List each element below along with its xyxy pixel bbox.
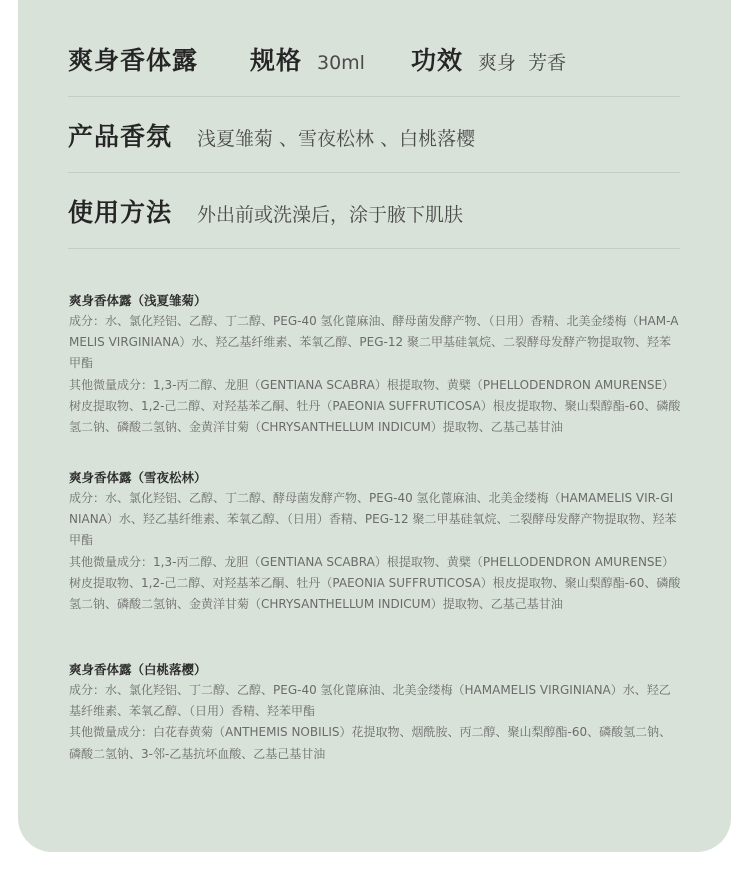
spec-row <box>68 44 680 97</box>
scent-row <box>68 120 680 173</box>
ingredients-main: 成分：水、氯化羟铝、乙醇、丁二醇、酵母菌发酵产物、PEG-40 氢化蓖麻油、北美金缕梅（HAMAMELIS VIR-GINIANA）水、羟乙基纤维素、苯氧乙醇、（日用）香精、PEG-12 聚二甲基硅氧烷、二裂酵母发酵产物提取物、羟苯甲酯 <box>69 491 677 548</box>
ingredients-section-daisy <box>69 290 681 438</box>
spec-value: 30ml <box>317 52 365 74</box>
ingredients-title: 爽身香体露（浅夏雏菊） <box>69 293 207 308</box>
usage-label: 使用方法 <box>68 198 173 227</box>
ingredients-section-peach <box>69 659 681 765</box>
ingredients-main: 成分：水、氯化羟铝、丁二醇、乙醇、PEG-40 氢化蓖麻油、北美金缕梅（HAMAMELIS VIRGINIANA）水、羟乙基纤维素、苯氧乙醇、（日用）香精、羟苯甲酯 <box>69 683 671 719</box>
usage-value: 外出前或洗澡后，涂于腋下肌肤 <box>197 204 464 226</box>
ingredients-title: 爽身香体露（雪夜松林） <box>69 470 207 485</box>
ingredients-minor: 其他微量成分：1,3-丙二醇、龙胆（GENTIANA SCABRA）根提取物、黄檗（PHELLODENDRON AMURENSE）树皮提取物、1,2-己二醇、对羟基苯乙酮、牡丹（PAEONIA SUFFRUTICOSA）根皮提取物、聚山梨醇酯-60、磷酸氢二钠、磷酸二氢钠、金黄洋甘菊（CHRYSANTHELLUM INDICUM）提取物、乙基己基甘油 <box>69 554 681 612</box>
ingredients-main: 成分：水、氯化羟铝、乙醇、丁二醇、PEG-40 氢化蓖麻油、酵母菌发酵产物、（日用）香精、北美金缕梅（HAM-AMELIS VIRGINIANA）水、羟乙基纤维素、苯氧乙醇、PEG-12 聚二甲基硅氧烷、二裂酵母发酵产物提取物、羟苯甲酯 <box>69 314 679 371</box>
scent-value: 浅夏雏菊 、雪夜松林 、白桃落樱 <box>197 128 476 150</box>
ingredients-minor: 其他微量成分：1,3-丙二醇、龙胆（GENTIANA SCABRA）根提取物、黄檗（PHELLODENDRON AMURENSE）树皮提取物、1,2-己二醇、对羟基苯乙酮、牡丹（PAEONIA SUFFRUTICOSA）根皮提取物、聚山梨醇酯-60、磷酸氢二钠、磷酸二氢钠、金黄洋甘菊（CHRYSANTHELLUM INDICUM）提取物、乙基己基甘油 <box>69 377 681 435</box>
effect-value: 爽身 芳香 <box>478 52 567 74</box>
ingredients-section-pine <box>69 467 681 615</box>
ingredients-minor: 其他微量成分：白花春黄菊（ANTHEMIS NOBILIS）花提取物、烟酰胺、丙二醇、聚山梨醇酯-60、磷酸氢二钠、磷酸二氢钠、3-邻-乙基抗坏血酸、乙基己基甘油 <box>69 725 672 761</box>
ingredients-title: 爽身香体露（白桃落樱） <box>69 662 207 677</box>
scent-label: 产品香氛 <box>68 122 173 151</box>
spec-label: 规格 <box>250 46 303 75</box>
product-name: 爽身香体露 <box>68 46 199 75</box>
effect-label: 功效 <box>411 46 464 75</box>
usage-row <box>68 196 680 249</box>
